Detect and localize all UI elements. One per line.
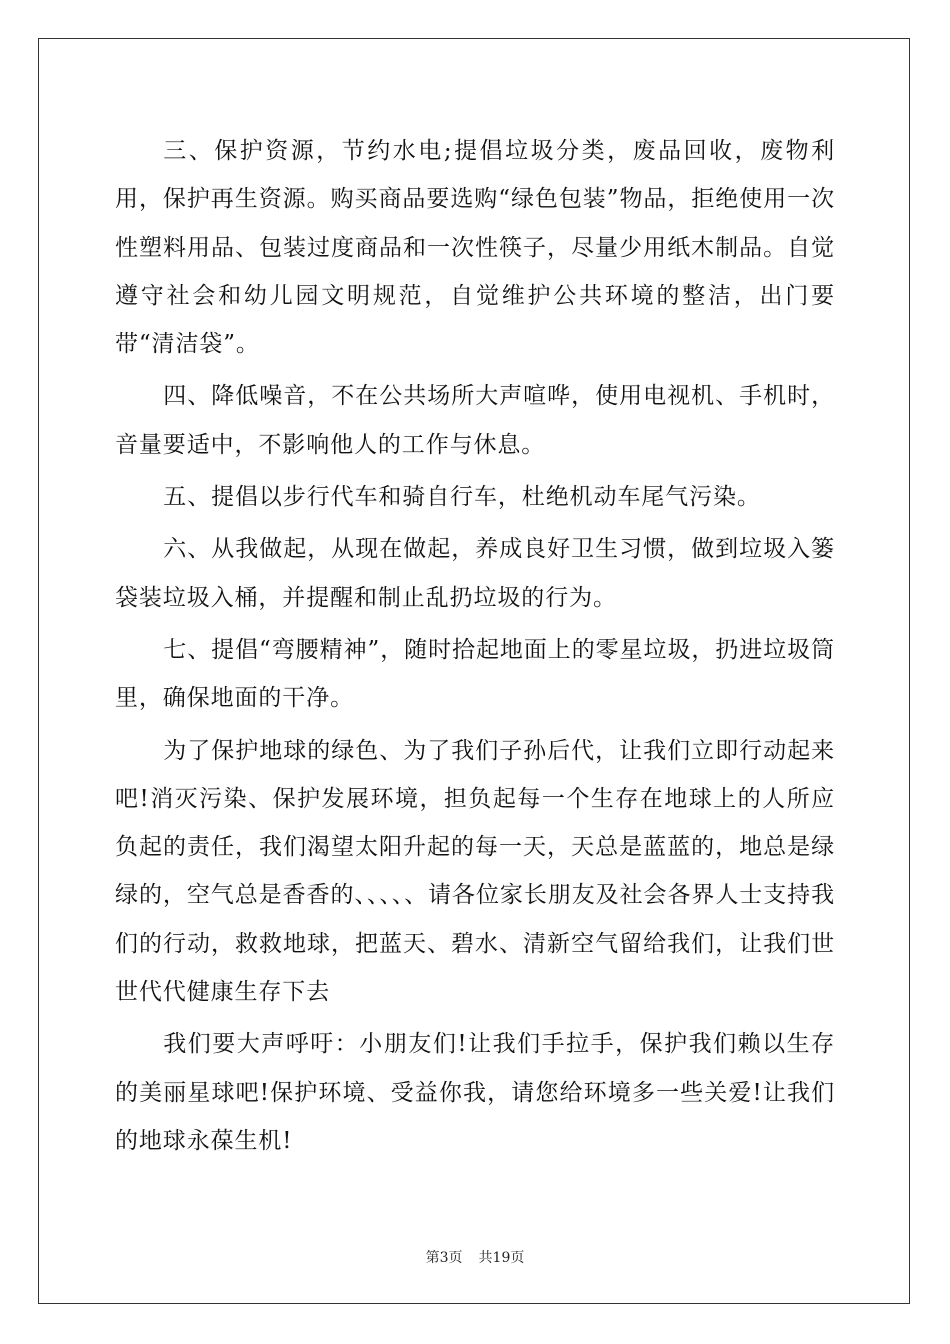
paragraph-hygiene: 六、从我做起，从现在做起，养成良好卫生习惯，做到垃圾入篓袋装垃圾入桶，并提醒和制止乱扔垃圾的行为。: [115, 536, 835, 611]
paragraph-noise: 四、降低噪音，不在公共场所大声喧哗，使用电视机、手机时，音量要适中，不影响他人的工作与休息。: [115, 383, 835, 458]
paragraph-walking: 五、提倡以步行代车和骑自行车，杜绝机动车尾气污染。: [163, 484, 761, 511]
page-footer: [0, 1247, 950, 1267]
paragraph-protect-earth: 为了保护地球的绿色、为了我们子孙后代，让我们立即行动起来吧!消灭污染、保护发展环境，担负起每一个生存在地球上的人所应负起的责任，我们渴望太阳升起的每一天，天总是蓝蓝的，地总是绿绿的，空气总是香香的、、、、、请各位家长朋友及社会各界人士支持我们的行动，救救地球，把蓝天、碧水、清新空气留给我们，让我们世世代代健康生存下去: [115, 737, 835, 1006]
page-number: 第3页: [425, 1250, 463, 1266]
document-body: [115, 127, 835, 1165]
paragraph-bending-spirit: 七、提倡“弯腰精神”，随时拾起地面上的零星垃圾，扔进垃圾筒里，确保地面的干净。: [115, 636, 835, 712]
paragraph-resources: 三、保护资源，节约水电;提倡垃圾分类，废品回收，废物利用，保护再生资源。购买商品要选购“绿色包装”物品，拒绝使用一次性塑料用品、包装过度商品和一次性筷子，尽量少用纸木制品。自觉遵守社会和幼儿园文明规范，自觉维护公共环境的整洁，出门要带“清洁袋”。: [115, 138, 835, 358]
paragraph-appeal: 我们要大声呼吁：小朋友们!让我们手拉手，保护我们赖以生存的美丽星球吧!保护环境、受益你我，请您给环境多一些关爱!让我们的地球永葆生机!: [115, 1031, 835, 1154]
page-total: 共19页: [478, 1250, 525, 1266]
